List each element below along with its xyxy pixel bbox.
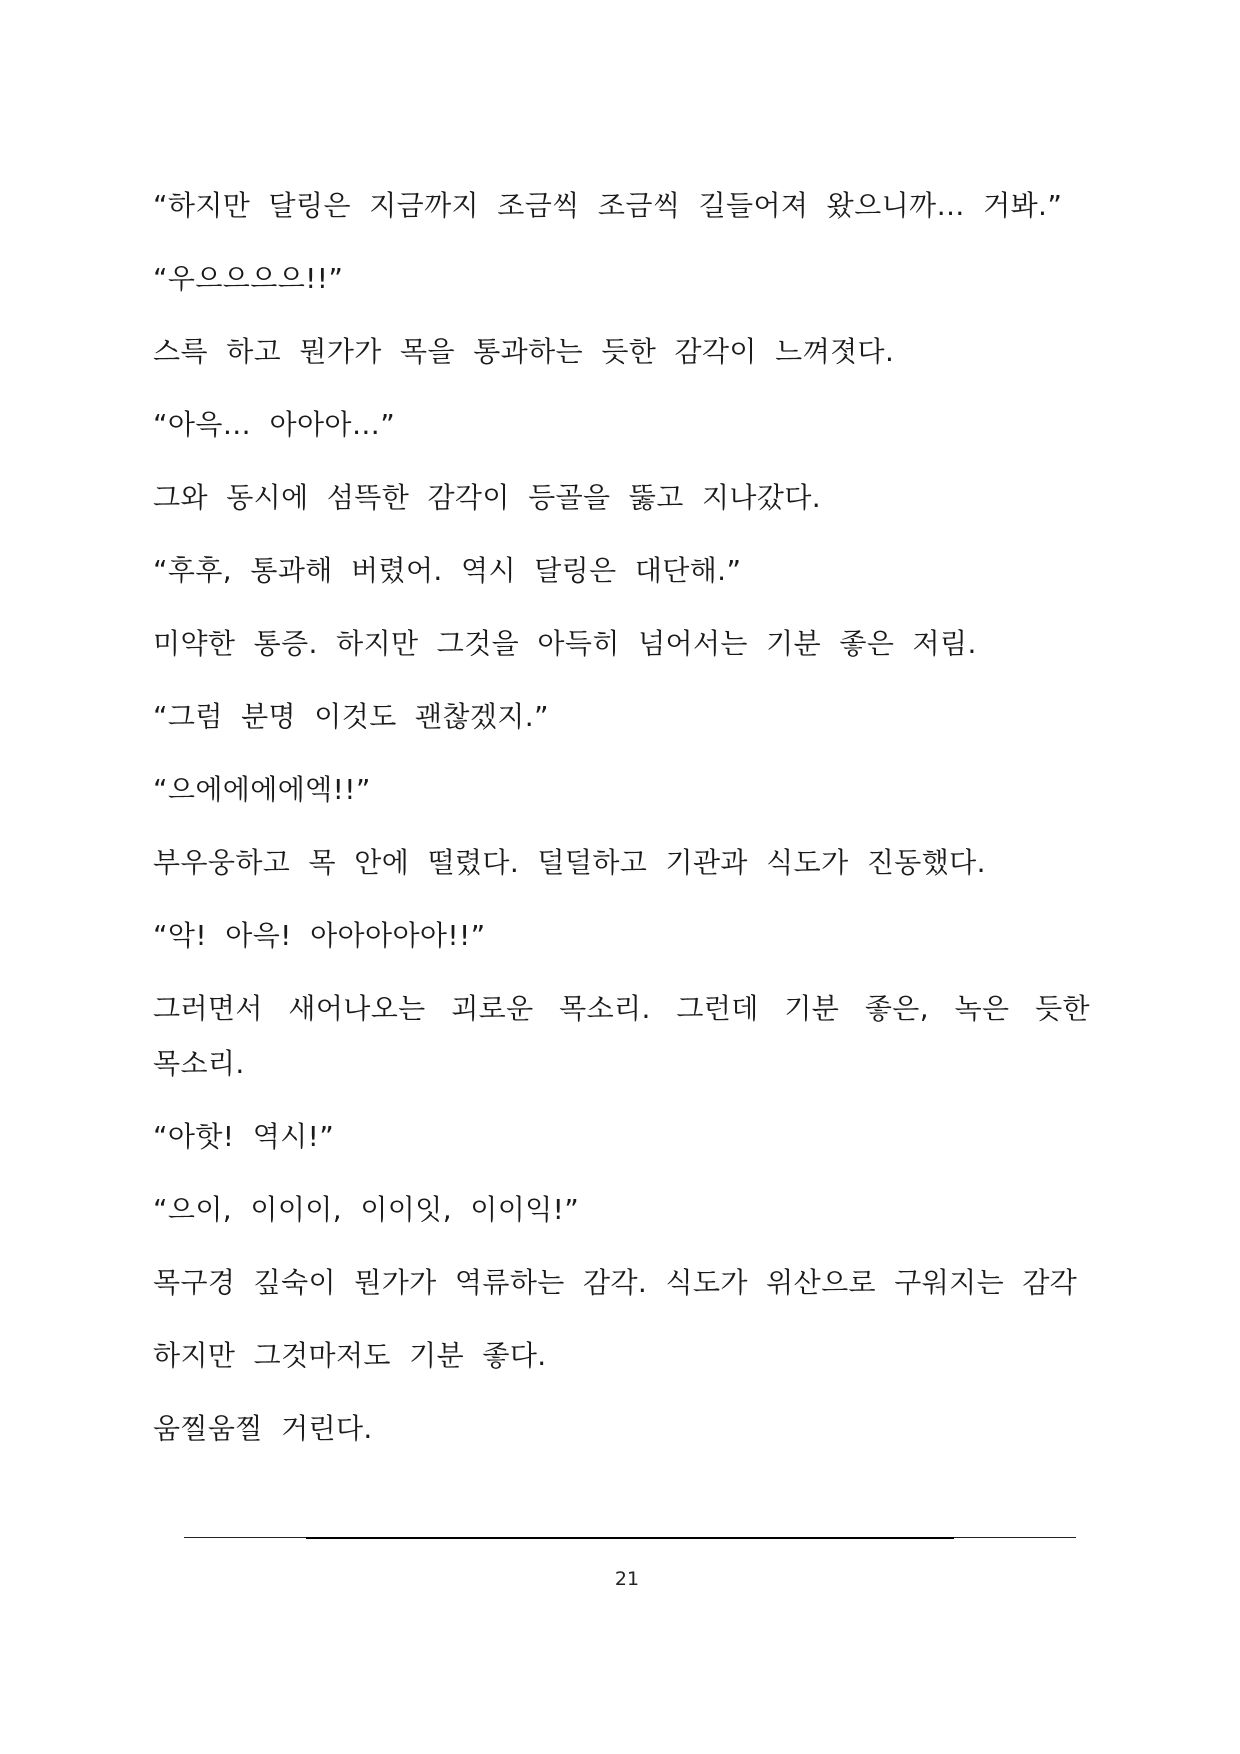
paragraph: 목구경 깊숙이 뭔가가 역류하는 감각. 식도가 위산으로 구워지는 감각 [153,1266,1078,1299]
paragraph: 그와 동시에 섬뜩한 감각이 등골을 뚫고 지나갔다. [153,481,822,514]
paragraph: “아핫! 역시!” [153,1120,335,1153]
paragraph: 부우웅하고 목 안에 떨렸다. 덜덜하고 기관과 식도가 진동했다. [153,846,986,879]
paragraph: “으이, 이이이, 이이잇, 이이익!” [153,1193,580,1226]
paragraph: 미약한 통증. 하지만 그것을 아득히 넘어서는 기분 좋은 저림. [153,627,977,660]
paragraph: 그러면서 새어나오는 괴로운 목소리. 그런데 기분 좋은, 녹은 듯한 목소리. [153,992,1090,1080]
page-number: 21 [614,1568,640,1590]
paragraph: “으에에에에엑!!” [153,773,371,806]
paragraph: “아윽… 아아아…” [153,408,396,441]
paragraph: “악! 아윽! 아아아아아!!” [153,919,486,952]
paragraph: 하지만 그것마저도 기분 좋다. [153,1339,547,1372]
footer-divider-accent [306,1537,954,1539]
paragraph: “후후, 통과해 버렸어. 역시 달링은 대단해.” [153,554,742,587]
body-text [153,178,1090,1474]
paragraph: 움찔움찔 거린다. [153,1412,373,1445]
paragraph: “하지만 달링은 지금까지 조금씩 조금씩 길들어져 왔으니까… 거봐.” [153,189,1063,222]
paragraph: “우으으으으!!” [153,262,344,295]
paragraph: “그럼 분명 이것도 괜찮겠지.” [153,700,549,733]
paragraph: 스륵 하고 뭔가가 목을 통과하는 듯한 감각이 느껴졋다. [153,335,895,368]
